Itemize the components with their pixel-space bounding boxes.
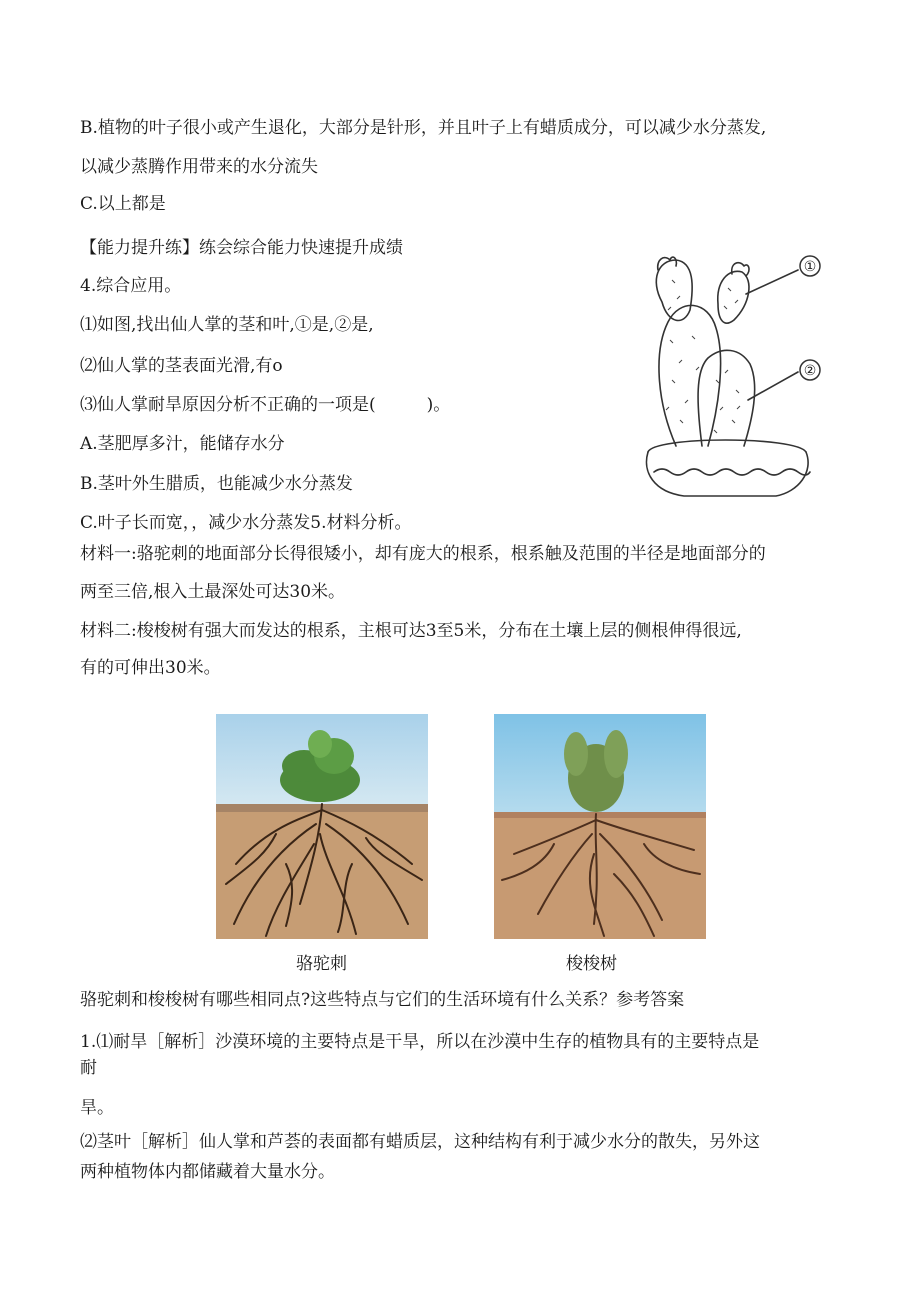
line-05: 4.综合应用。 bbox=[80, 276, 182, 296]
saxaul-photo bbox=[494, 714, 706, 939]
line-14: 材料二:梭梭树有强大而发达的根系，主根可达3至5米，分布在土壤上层的侧根伸得很远, bbox=[80, 621, 742, 641]
line-16: 骆驼刺和梭梭树有哪些相同点?这些特点与它们的生活环境有什么关系？参考答案 bbox=[80, 990, 685, 1010]
cactus-label-2: ② bbox=[803, 363, 817, 379]
line-19: 旱。 bbox=[80, 1098, 114, 1118]
line-02: 以减少蒸腾作用带来的水分流失 bbox=[80, 157, 318, 177]
camel-thorn-photo bbox=[216, 714, 428, 939]
line-01: B.植物的叶子很小或产生退化，大部分是针形，并且叶子上有蜡质成分，可以减少水分蒸发, bbox=[80, 118, 767, 138]
caption-saxaul: 梭梭树 bbox=[566, 954, 617, 974]
line-09: A.茎肥厚多汁，能储存水分 bbox=[80, 434, 285, 454]
cactus-diagram bbox=[636, 240, 850, 502]
line-06: ⑴如图,找出仙人掌的茎和叶,①是,②是, bbox=[80, 315, 374, 335]
caption-camel-thorn: 骆驼刺 bbox=[296, 954, 347, 974]
line-11: C.叶子长而宽，，减少水分蒸发5.材料分析。 bbox=[80, 513, 412, 533]
line-21: 两种植物体内都储藏着大量水分。 bbox=[80, 1162, 335, 1182]
line-04: 【能力提升练】练会综合能力快速提升成绩 bbox=[80, 238, 403, 258]
line-03: C.以上都是 bbox=[80, 194, 166, 214]
cactus-label-1: ① bbox=[803, 259, 817, 275]
line-13: 两至三倍,根入土最深处可达30米。 bbox=[80, 582, 346, 602]
line-08: ⑶仙人掌耐旱原因分析不正确的一项是( )。 bbox=[80, 395, 451, 415]
line-17: 1.⑴耐旱［解析］沙漠环境的主要特点是干旱，所以在沙漠中生存的植物具有的主要特点是 bbox=[80, 1032, 760, 1052]
line-20: ⑵茎叶［解析］仙人掌和芦荟的表面都有蜡质层，这种结构有利于减少水分的散失，另外这 bbox=[80, 1132, 760, 1152]
line-10: B.茎叶外生腊质，也能减少水分蒸发 bbox=[80, 474, 353, 494]
line-12: 材料一:骆驼刺的地面部分长得很矮小，却有庞大的根系，根系触及范围的半径是地面部分的 bbox=[80, 544, 766, 564]
line-07: ⑵仙人掌的茎表面光滑,有o bbox=[80, 356, 283, 376]
line-18: 耐 bbox=[80, 1058, 97, 1078]
line-15: 有的可伸出30米。 bbox=[80, 658, 221, 678]
